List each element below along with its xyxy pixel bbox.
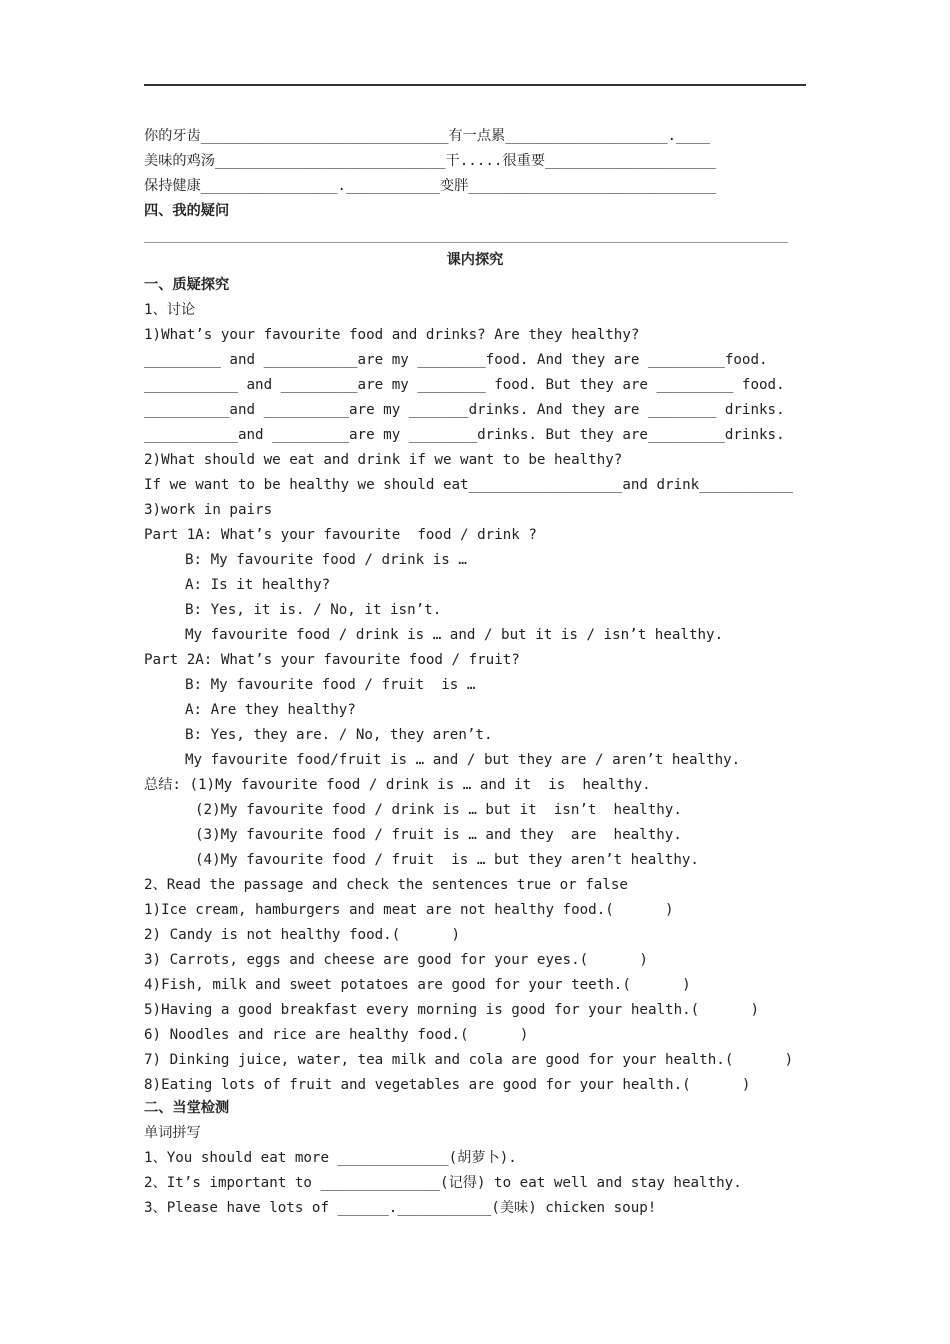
dialogue-line: B: Yes, they are. / No, they aren’t. [185, 727, 493, 743]
section-heading-test: 二、当堂检测 [144, 1100, 230, 1116]
answer-line [144, 242, 788, 243]
true-false-item: 4)Fish, milk and sweet potatoes are good for your teeth.( ) [144, 977, 691, 993]
spelling-item: 1、You should eat more _____________(胡萝卜). [144, 1150, 517, 1166]
dialogue-line: Part 1A: What’s your favourite food / drink ? [144, 527, 537, 543]
true-false-item: 7) Dinking juice, water, tea milk and cola are good for your health.( ) [144, 1052, 794, 1068]
dialogue-line: A: Are they healthy? [185, 702, 356, 718]
summary-line: (3)My favourite food / fruit is … and they are healthy. [195, 827, 682, 843]
spelling-item: 3、Please have lots of ______.___________(美味) chicken soup! [144, 1200, 657, 1216]
spelling-item: 2、It’s important to ______________(记得) to eat well and stay healthy. [144, 1175, 742, 1191]
fill-line: _________ and ___________are my ________food. And they are _________food. [144, 352, 768, 368]
vocab-line: 美味的鸡汤___________________________干.....很重要____________________ [144, 153, 716, 169]
true-false-item: 8)Eating lots of fruit and vegetables are good for your health.( ) [144, 1077, 751, 1093]
dialogue-line: Part 2A: What’s your favourite food / fruit? [144, 652, 520, 668]
fill-line: ___________and _________are my ________drinks. But they are_________drinks. [144, 427, 785, 443]
true-false-item: 2) Candy is not healthy food.( ) [144, 927, 461, 943]
true-false-item: 6) Noodles and rice are healthy food.( ) [144, 1027, 529, 1043]
summary-line: 总结: (1)My favourite food / drink is … and it is healthy. [144, 777, 651, 793]
dialogue-line: B: My favourite food / fruit is … [185, 677, 476, 693]
true-false-item: 1)Ice cream, hamburgers and meat are not healthy food.( ) [144, 902, 674, 918]
vocab-line: 你的牙齿_____________________________有一点累___________________.____ [144, 128, 711, 144]
section-heading-questions: 四、我的疑问 [144, 203, 230, 219]
fill-line: ___________ and _________are my ________ food. But they are _________ food. [144, 377, 785, 393]
dialogue-line: A: Is it healthy? [185, 577, 331, 593]
true-false-item: 5)Having a good breakfast every morning is good for your health.( ) [144, 1002, 759, 1018]
subheading-discussion: 1、讨论 [144, 302, 196, 318]
vocab-line: 保持健康________________.___________变胖_____________________________ [144, 178, 716, 194]
question-2: 2)What should we eat and drink if we want to be healthy? [144, 452, 623, 468]
fill-line: __________and __________are my _______drinks. And they are ________ drinks. [144, 402, 785, 418]
dialogue-line: My favourite food/fruit is … and / but they are / aren’t healthy. [185, 752, 741, 768]
page-title: 课内探究 [446, 252, 504, 268]
section-heading-inquiry: 一、质疑探究 [144, 277, 230, 293]
subheading-spelling: 单词拼写 [144, 1125, 201, 1141]
true-false-item: 3) Carrots, eggs and cheese are good for your eyes.( ) [144, 952, 648, 968]
question-3: 3)work in pairs [144, 502, 273, 518]
fill-line: If we want to be healthy we should eat__________________and drink___________ [144, 477, 794, 493]
header-rule [144, 84, 806, 86]
dialogue-line: B: My favourite food / drink is … [185, 552, 467, 568]
summary-line: (2)My favourite food / drink is … but it isn’t healthy. [195, 802, 682, 818]
reading-title: 2、Read the passage and check the sentences true or false [144, 877, 628, 893]
question-1: 1)What’s your favourite food and drinks? Are they healthy? [144, 327, 640, 343]
dialogue-line: My favourite food / drink is … and / but it is / isn’t healthy. [185, 627, 724, 643]
summary-line: (4)My favourite food / fruit is … but they aren’t healthy. [195, 852, 699, 868]
dialogue-line: B: Yes, it is. / No, it isn’t. [185, 602, 442, 618]
